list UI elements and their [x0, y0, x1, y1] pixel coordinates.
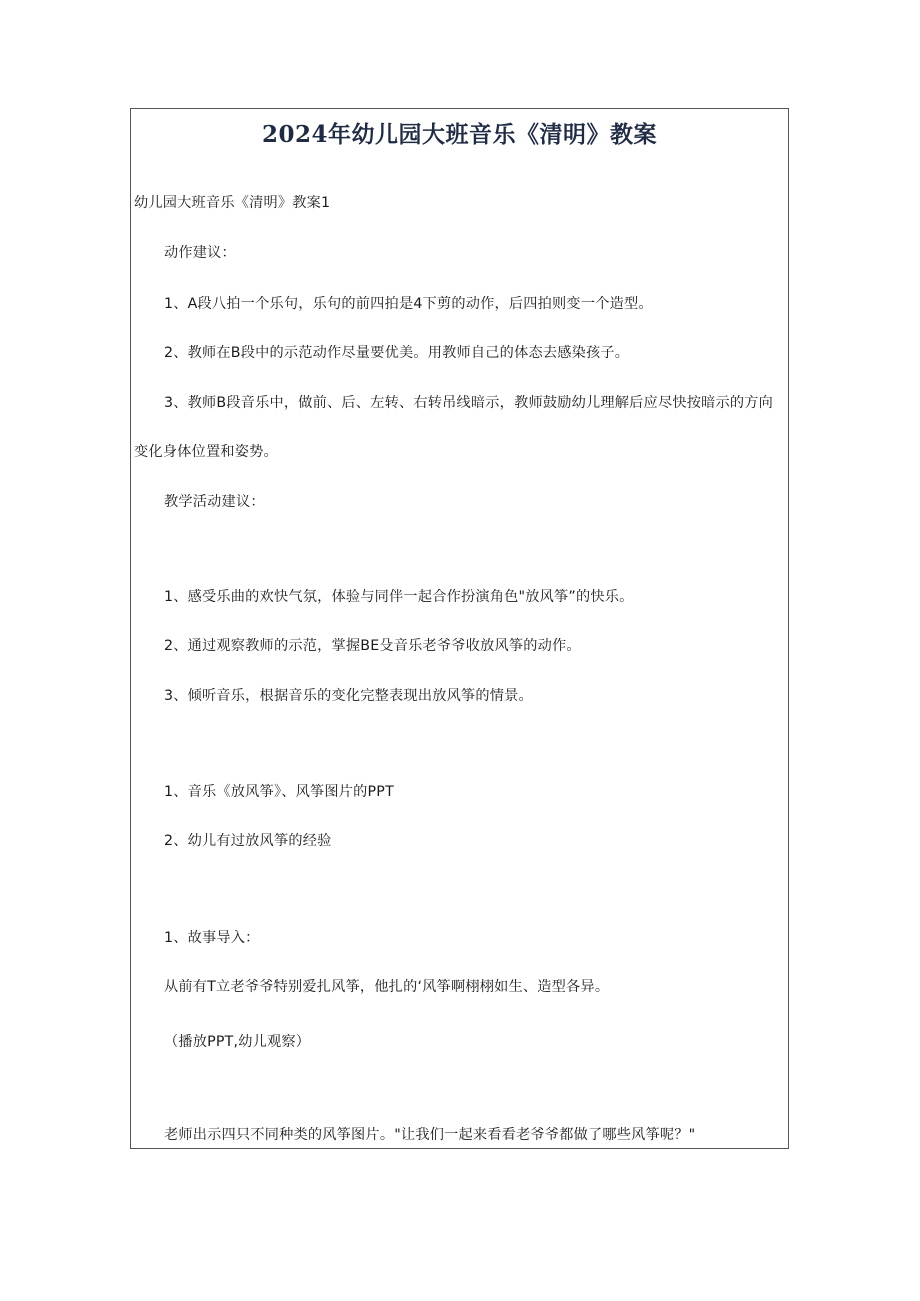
paragraph: 1、音乐《放风筝》、风筝图片的PPT [164, 784, 394, 800]
section-heading: 幼儿园大班音乐《清明》教案1 [134, 195, 331, 211]
document-title: 2024年幼儿园大班音乐《清明》教案 [261, 121, 657, 148]
paragraph: 2、教师在B段中的示范动作尽量要优美。用教师自己的体态去感染孩子。 [164, 345, 630, 361]
paragraph: （播放PPT,幼儿观察） [164, 1034, 311, 1050]
paragraph: 3、教师B段音乐中，做前、后、左转、右转吊线暗示，教师鼓励幼儿理解后应尽快按暗示的方向 [164, 395, 774, 411]
paragraph: 1、感受乐曲的欢快气氛，体验与同伴一起合作扮演角色"放风筝”的快乐。 [164, 589, 634, 605]
paragraph: 1、故事导入： [164, 930, 260, 946]
paragraph: 从前有T立老爷爷特别爱扎风筝，他扎的‘风筝啊栩栩如生、造型各异。 [164, 979, 610, 995]
paragraph-continuation: 变化身体位置和姿势。 [134, 444, 278, 460]
paragraph: 2、通过观察教师的示范，掌握BE殳音乐老爷爷收放风筝的动作。 [164, 638, 581, 654]
paragraph: 老师出示四只不同种类的风筝图片。"让我们一起来看看老爷爷都做了哪些风筝呢？" [164, 1127, 696, 1143]
paragraph: 1、A段八拍一个乐句，乐句的前四拍是4下剪的动作，后四拍则变一个造型。 [164, 296, 653, 312]
paragraph: 2、幼儿有过放风筝的经验 [164, 833, 332, 849]
paragraph: 3、倾听音乐，根据音乐的变化完整表现出放风筝的情景。 [164, 688, 533, 704]
subheading-action-suggestions: 动作建议： [164, 245, 236, 261]
subheading-teaching-suggestions: 教学活动建议： [164, 494, 265, 510]
